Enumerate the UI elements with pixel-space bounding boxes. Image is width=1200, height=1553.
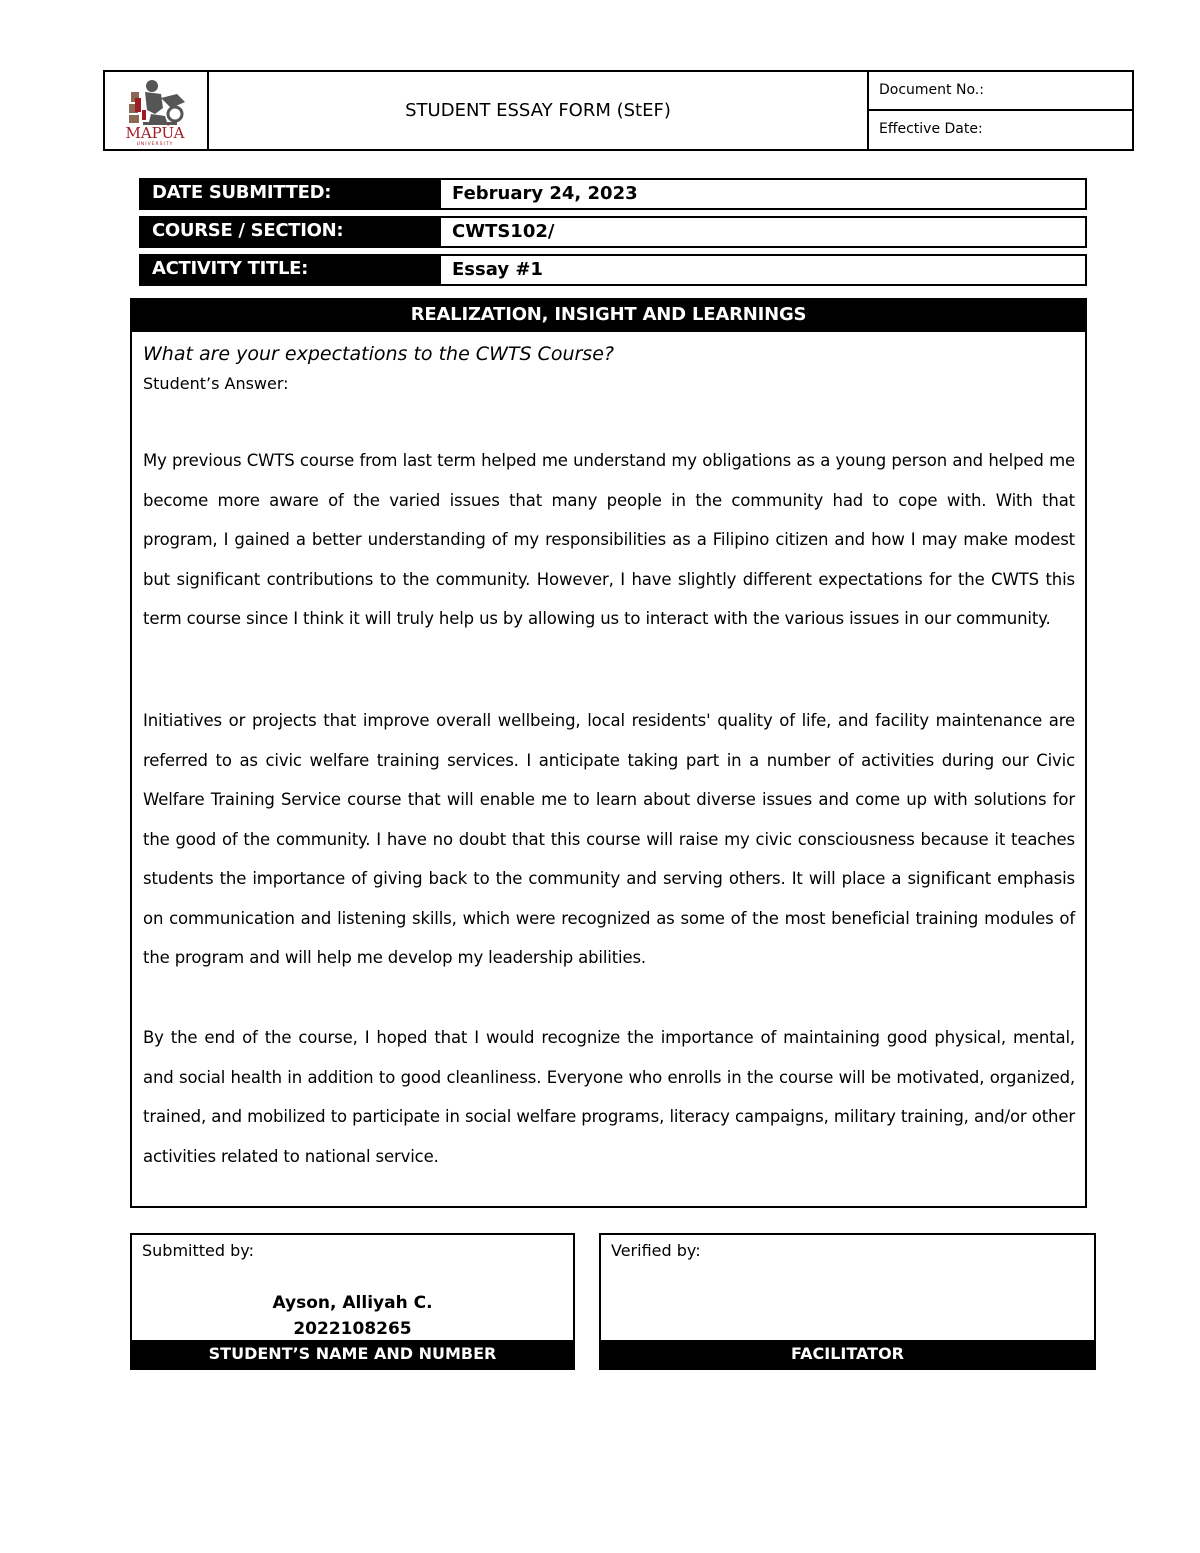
date-submitted-value: February 24, 2023 xyxy=(439,178,1087,210)
essay-question: What are your expectations to the CWTS Course? xyxy=(143,343,614,365)
form-title: STUDENT ESSAY FORM (StEF) xyxy=(209,72,869,149)
document-info xyxy=(869,72,1132,149)
submitted-by-box xyxy=(130,1233,575,1370)
student-name-number-caption: STUDENT’S NAME AND NUMBER xyxy=(132,1340,573,1368)
form-header xyxy=(103,70,1134,151)
verified-by-box xyxy=(599,1233,1096,1370)
facilitator-caption: FACILITATOR xyxy=(601,1340,1094,1368)
svg-text:UNIVERSITY: UNIVERSITY xyxy=(136,142,174,147)
course-section-label: COURSE / SECTION: xyxy=(139,216,439,248)
student-number: 2022108265 xyxy=(293,1319,412,1339)
verified-by-label: Verified by: xyxy=(611,1241,701,1260)
course-section-row xyxy=(139,216,1087,248)
university-logo xyxy=(105,72,205,149)
student-name: Ayson, Alliyah C. xyxy=(272,1293,433,1313)
essay-section-title: REALIZATION, INSIGHT AND LEARNINGS xyxy=(132,300,1085,332)
effective-date-label: Effective Date: xyxy=(879,120,983,137)
activity-title-label: ACTIVITY TITLE: xyxy=(139,254,439,286)
answer-paragraph: By the end of the course, I hoped that I would recognize the importance of maintaining good physical, mental, and social health in addition to good cleanliness. Everyone who enrolls in the course will be motivated, organized, trained, and mobilized to participate in social welfare programs, literacy campaigns, military training, and/or other activities related to national service. xyxy=(143,1028,1075,1166)
activity-title-row xyxy=(139,254,1087,286)
submitted-by-label: Submitted by: xyxy=(142,1241,254,1260)
date-submitted-row xyxy=(139,178,1087,210)
course-section-value: CWTS102/ xyxy=(439,216,1087,248)
date-submitted-label: DATE SUBMITTED: xyxy=(139,178,439,210)
answer-paragraph: My previous CWTS course from last term helped me understand my obligations as a young person and helped me become more aware of the varied issues that many people in the community had to cope with. With that program, I gained a better understanding of my responsibilities as a Filipino citizen and how I may make modest but significant contributions to the community. However, I have slightly different expectations for the CWTS this term course since I think it will truly help us by allowing us to interact with the various issues in our community. xyxy=(143,451,1075,628)
answer-label: Student’s Answer: xyxy=(143,374,289,393)
activity-title-value: Essay #1 xyxy=(439,254,1087,286)
essay-section xyxy=(130,298,1087,1208)
answer-paragraph: Initiatives or projects that improve overall wellbeing, local residents' quality of life, and facility maintenance are referred to as civic welfare training services. I anticipate taking part in a number of activities during our Civic Welfare Training Service course that will enable me to learn about diverse issues and come up with solutions for the good of the community. I have no doubt that this course will raise my civic consciousness because it teaches students the importance of giving back to the community and serving others. It will place a significant emphasis on communication and listening skills, which were recognized as some of the most beneficial training modules of the program and will help me develop my leadership abilities. xyxy=(143,711,1075,967)
logo-cell xyxy=(105,72,209,149)
document-no-label: Document No.: xyxy=(869,72,1132,111)
svg-text:MAPÚA: MAPÚA xyxy=(125,124,185,142)
